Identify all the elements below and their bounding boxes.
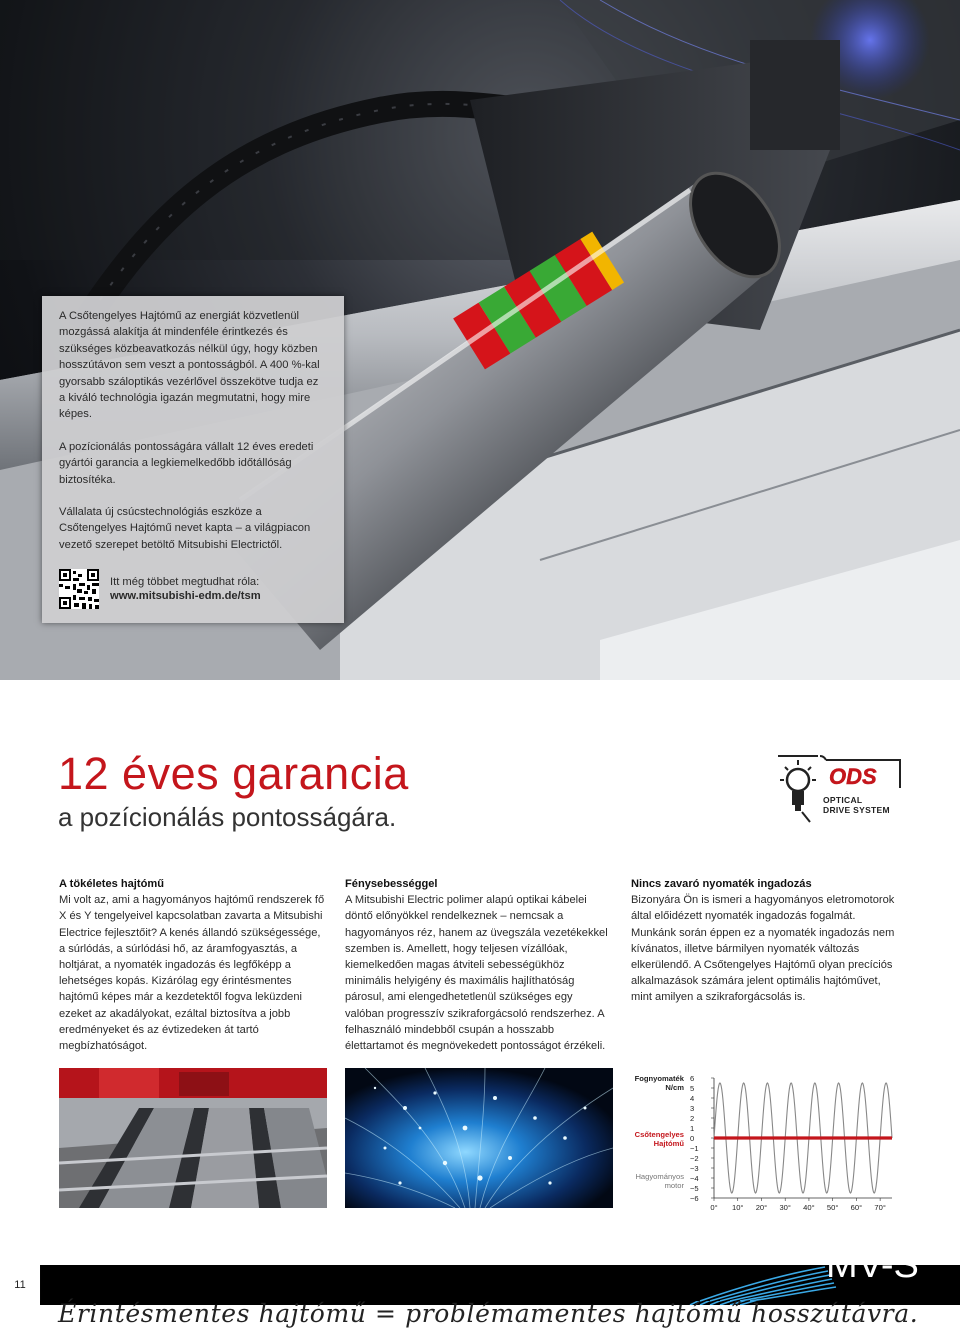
machine-table-photo bbox=[59, 1068, 327, 1208]
qr-code-icon[interactable] bbox=[59, 569, 99, 609]
column-text: Mi volt az, ami a hagyományos hajtómű rendszerek fő X és Y tengelyeivel kapcsolatban zavarta a Mitsubishi Electrice fejlesztőit? A kenés állandó szükségessége, a súrlódás, a súrlódási hő, az áramfogyasztás, a holtjárat, a nyomaték ingadozás és legfőképp a lehetséges kopás. Kizárólag egy érintésmentes hajtómű képes már a kezdetektől fogva leküzdeni ezeket az akadályokat, ezáltal biztosítva a jobb eredményeket és az évtizedeken át tartó megbízhatóságot. bbox=[59, 894, 325, 1053]
legend-conventional-motor: Hagyományos motor bbox=[635, 1172, 684, 1190]
x-tick-label: 40° bbox=[803, 1203, 815, 1212]
ods-logo bbox=[770, 752, 910, 824]
x-tick-label: 70° bbox=[874, 1203, 886, 1212]
column-text: A Mitsubishi Electric polimer alapú optikai kábelei döntő előnyökkel rendelkeznek – nemcsak a hagyományos réz, hanem az üvegszála vezetékekkel szemben is. Amellett, hogy teljesen vízállóak, kiemelkedően magas átviteli sebességükhöz minimális helyigény és maximális hajlíthatóság párosul, ami elengedhetetlenül szükséges egy valóban progresszív szikraforgácsoló rendszerhez. A felhasználó mindebből csupán a hosszabb élettartamot és megnövekedett pontosságot érzékeli. bbox=[345, 894, 608, 1053]
y-tick-label: −1 bbox=[690, 1143, 699, 1153]
x-tick-label: 10° bbox=[731, 1203, 744, 1212]
y-tick-label: −3 bbox=[690, 1163, 699, 1173]
qr-row bbox=[59, 569, 327, 609]
x-tick-label: 50° bbox=[826, 1203, 839, 1212]
x-tick-label: 0° bbox=[710, 1203, 718, 1212]
x-tick-label: 60° bbox=[850, 1203, 863, 1212]
y-tick-label: −2 bbox=[690, 1153, 699, 1163]
column-perfect-drive bbox=[59, 876, 327, 1054]
column-no-torque bbox=[631, 876, 899, 1006]
fiber-optic-photo bbox=[345, 1068, 613, 1208]
x-tick-label: 20° bbox=[755, 1203, 768, 1212]
y-tick-label: −5 bbox=[690, 1183, 699, 1193]
y-tick-label: −6 bbox=[690, 1193, 699, 1203]
column-heading: Nincs zavaró nyomaték ingadozás bbox=[631, 878, 812, 890]
y-tick-label: 0 bbox=[690, 1133, 695, 1143]
qr-caption bbox=[110, 575, 261, 603]
column-light-speed bbox=[345, 876, 613, 1054]
ods-line2: DRIVE SYSTEM bbox=[823, 805, 890, 815]
product-label: MV-S bbox=[826, 1244, 919, 1286]
y-tick-label: 4 bbox=[690, 1093, 695, 1103]
page-title: 12 éves garancia bbox=[58, 748, 409, 799]
footer-slogan: Érintésmentes hajtómű = problémamentes hajtómű hosszútávra. bbox=[58, 1299, 919, 1328]
ods-line1: OPTICAL bbox=[823, 795, 863, 805]
column-text: Bizonyára Ön is ismeri a hagyományos eletromotorok által előidézett nyomaték ingadozás fogalmát. Munkánk során éppen ez a nyomaték ingadozás nem kívánatos, illetve bármilyen nyomaték változás elkerülendő. A Csőtengelyes Hajtómű olyan precíciós alkalmazások számára jelent optimális hajtóművet, mint amilyen a szikraforgácsolás is. bbox=[631, 894, 895, 1004]
ods-mark: ODS bbox=[829, 764, 877, 789]
legend-tube-motor: Csőtengelyes Hajtómű bbox=[634, 1130, 684, 1148]
y-tick-label: −4 bbox=[690, 1173, 699, 1183]
info-paragraph-1: A Csőtengelyes Hajtómű az energiát közvetlenül mozgássá alakítja át mindenféle érintkezés és szükséges közbeavatkozás nélkül úgy, hogy közben hosszútávon sem veszt a pontosságból. A 400 %-kal gyorsabb száloptikás vezérlővel összekötve tudja ez a kiváló technológia igazán megmutatni, hogy mire képes. bbox=[59, 310, 320, 421]
chart-ylabel: Fognyomaték N/cm bbox=[634, 1074, 684, 1092]
column-heading: Fénysebességgel bbox=[345, 878, 438, 890]
info-box bbox=[42, 296, 344, 623]
info-paragraph-2: A pozícionálás pontosságára vállalt 12 éves eredeti gyártói garancia a legkiemelkedőbb időtállóság biztosítéka. bbox=[59, 440, 314, 486]
page-number: 11 bbox=[0, 1265, 40, 1305]
page-subtitle: a pozícionálás pontosságára. bbox=[58, 802, 397, 832]
y-tick-label: 2 bbox=[690, 1113, 695, 1123]
y-tick-label: 5 bbox=[690, 1083, 695, 1093]
qr-label: Itt még többet megtudhat róla: bbox=[110, 576, 260, 589]
y-tick-label: 3 bbox=[690, 1103, 695, 1113]
chart-plot bbox=[630, 1068, 900, 1216]
y-tick-label: 6 bbox=[690, 1073, 695, 1083]
column-heading: A tökéletes hajtómű bbox=[59, 878, 165, 890]
info-paragraph-3: Vállalata új csúcstechnológiás eszköze a Csőtengelyes Hajtómű nevet kapta – a világpiacon vezető szerepet betöltő Mitsubishi Electrictől. bbox=[59, 506, 311, 551]
qr-url-link[interactable]: www.mitsubishi-edm.de/tsm bbox=[110, 590, 261, 603]
y-tick-label: 1 bbox=[690, 1123, 695, 1133]
x-tick-label: 30° bbox=[779, 1203, 791, 1212]
torque-chart bbox=[630, 1068, 900, 1216]
